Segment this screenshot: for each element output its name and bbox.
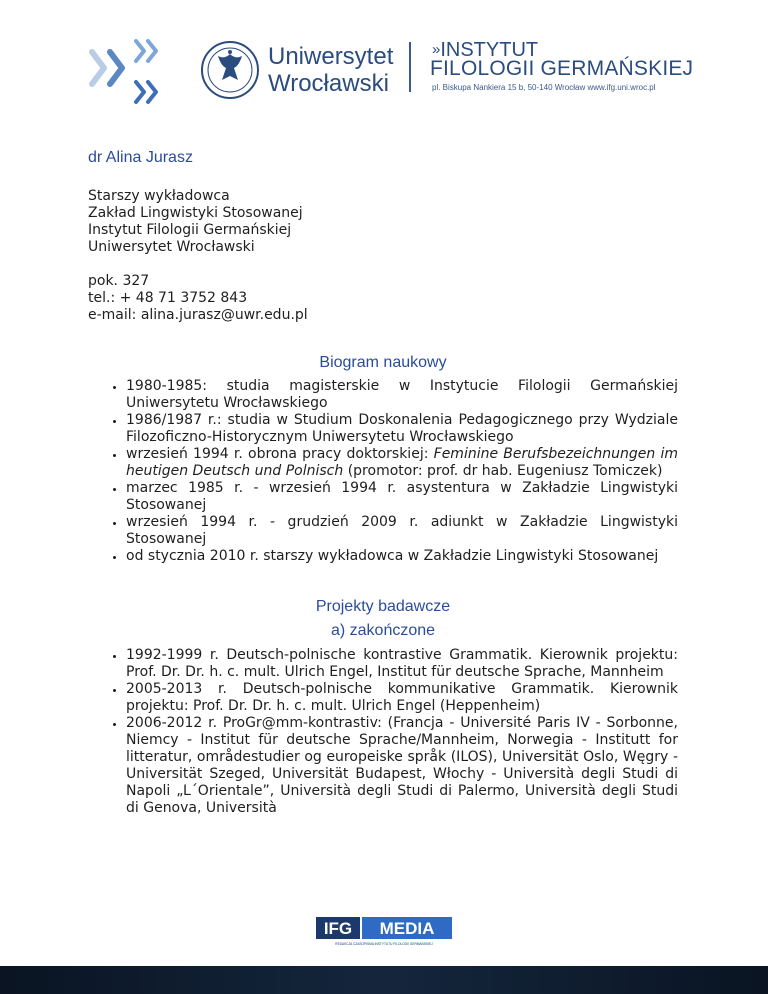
projects-list bbox=[88, 647, 678, 817]
affiliation-block bbox=[88, 188, 678, 324]
university-text: Uniwersytet Wrocławski bbox=[88, 239, 255, 255]
list-item-text: (promotor: prof. dr hab. Eugeniusz Tomiczek) bbox=[343, 463, 663, 479]
university-name-line1: Uniwersytet bbox=[268, 43, 394, 70]
chevron-logo-icon bbox=[86, 38, 166, 108]
university-seal-icon bbox=[200, 40, 260, 100]
university-name-line2: Wrocławski bbox=[268, 70, 389, 97]
institute-prefix-label: INSTYTUT bbox=[440, 39, 539, 61]
list-item bbox=[126, 446, 678, 480]
institute-text: Instytut Filologii Germańskiej bbox=[88, 222, 292, 238]
document-body bbox=[88, 148, 678, 817]
phone-text: tel.: + 48 71 3752 843 bbox=[88, 290, 248, 306]
department-text: Zakład Lingwistyki Stosowanej bbox=[88, 205, 303, 221]
list-item: • 2006-2012 r. ProGr@mm-kontrastiv: (Francja - Université Paris IV - Sorbonne, Niemcy - Institut für deutsche Sprache/Mannheim, Norwegia - Institutt for litteratur, områdestudier og europeiske språk (ILOS), Universität Oslo, Węgry - Universität Szeged, Universität Budapest, Włochy - Università degli Studi di Napoli „L´Orientale”, Università degli Studi di Palermo, Università degli Studi di Genova, Università bbox=[126, 715, 678, 817]
email-text: e-mail: alina.jurasz@uwr.edu.pl bbox=[88, 307, 308, 323]
thesis-title: Feminine Berufsbezeichnungen im heutigen Deutsch und Polnisch bbox=[126, 446, 679, 479]
header-divider bbox=[409, 42, 411, 92]
list-item: • marzec 1985 r. - wrzesień 1994 r. asystentura w Zakładzie Lingwistyki Stosowanej bbox=[126, 480, 678, 514]
logo-text-media: MEDIA bbox=[379, 919, 435, 938]
person-name: dr Alina Jurasz bbox=[88, 149, 193, 166]
footer-bar bbox=[0, 966, 768, 994]
logo-text-ifg: IFG bbox=[323, 919, 353, 938]
institute-address: pl. Biskupa Nankiera 15 b, 50-140 Wrocław www.ifg.uni.wroc.pl bbox=[432, 83, 656, 92]
biogram-list bbox=[88, 378, 678, 565]
list-item-text: wrzesień 1994 r. obrona pracy doktorskiej: bbox=[126, 446, 434, 462]
list-item: • 1986/1987 r.: studia w Studium Doskonalenia Pedagogicznego przy Wydziale Filozoficzno-Historycznym Uniwersytetu Wrocławskiego bbox=[126, 412, 678, 446]
letterhead bbox=[0, 0, 768, 130]
projects-heading: Projekty badawcze bbox=[315, 598, 451, 615]
list-item: • 1992-1999 r. Deutsch-polnische kontrastive Grammatik. Kierownik projektu: Prof. Dr. Dr. h. c. mult. Ulrich Engel, Institut für deutsche Sprache, Mannheim bbox=[126, 647, 678, 681]
double-chevron-icon: » bbox=[432, 41, 441, 58]
position-text: Starszy wykładowca bbox=[88, 188, 230, 204]
logo-tagline: REDAKCJA CZASOPISMA INSTYTUTU FILOLOGII GERMAŃSKIEJ bbox=[335, 942, 433, 946]
list-item: • wrzesień 1994 r. - grudzień 2009 r. adiunkt w Zakładzie Lingwistyki Stosowanej bbox=[126, 514, 678, 548]
ifg-media-logo bbox=[316, 917, 452, 947]
institute-name: FILOLOGII GERMAŃSKIEJ bbox=[430, 57, 694, 80]
room-text: pok. 327 bbox=[88, 273, 150, 289]
biogram-heading: Biogram naukowy bbox=[319, 354, 447, 371]
list-item: • 2005-2013 r. Deutsch-polnische kommunikative Grammatik. Kierownik projektu: Prof. Dr. Dr. h. c. mult. Ulrich Engel (Heppenheim) bbox=[126, 681, 678, 715]
list-item: • od stycznia 2010 r. starszy wykładowca w Zakładzie Lingwistyki Stosowanej bbox=[126, 548, 678, 565]
university-name bbox=[268, 43, 393, 97]
list-item: • 1980-1985: studia magisterskie w Instytucie Filologii Germańskiej Uniwersytetu Wrocławskiego bbox=[126, 378, 678, 412]
projects-subheading: a) zakończone bbox=[330, 622, 436, 639]
